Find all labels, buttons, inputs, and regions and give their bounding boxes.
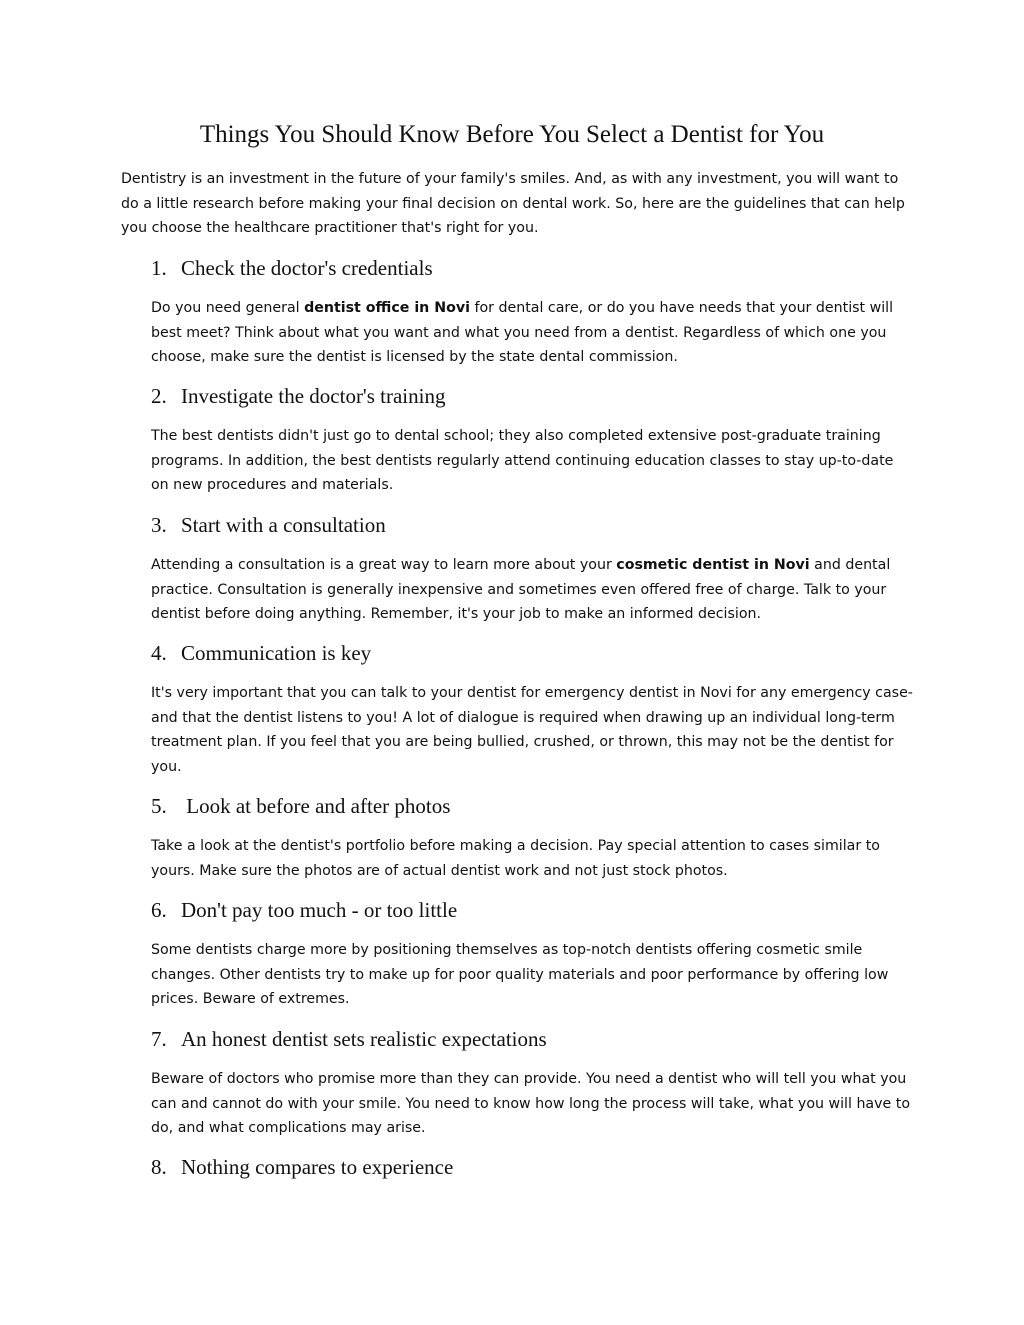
section-heading-text: Look at before and after photos xyxy=(181,794,451,818)
section-body-2: The best dentists didn't just go to dental school; they also completed extensive post-graduate training programs. In addition, the best dentists regularly attend continuing education classes to stay up-to-date on new procedures and materials. xyxy=(151,428,894,493)
section-heading-text: Communication is key xyxy=(181,641,372,665)
section-heading-4 xyxy=(151,639,371,667)
section-number: 7. xyxy=(151,1027,167,1051)
page-title: Things You Should Know Before You Select a Dentist for You xyxy=(199,121,825,148)
section-body-text: Attending a consultation is a great way to learn more about your xyxy=(151,557,617,573)
section-body-4: It's very important that you can talk to your dentist for emergency dentist in Novi for any emergency case- and that the dentist listens to you! A lot of dialogue is required when drawing up an individual long-term treatment plan. If you feel that you are being bullied, crushed, or thrown, this may not be the dentist for you. xyxy=(151,685,913,775)
section-body-3 xyxy=(151,553,913,627)
section-heading-1 xyxy=(151,254,433,282)
section-heading-text: Nothing compares to experience xyxy=(181,1155,454,1179)
section-body-7: Beware of doctors who promise more than they can provide. You need a dentist who will tell you what you can and cannot do with your smile. You need to know how long the process will take, what you will have to do, and what complications may arise. xyxy=(151,1071,911,1136)
section-body-text: and dental practice. Consultation is generally inexpensive and sometimes even offered free of charge. Talk to your dentist before doing anything. Remember, it's your job to make an informed decision. xyxy=(151,557,891,622)
section-number: 8. xyxy=(151,1155,167,1179)
section-heading-text: Start with a consultation xyxy=(181,513,386,537)
section-number: 3. xyxy=(151,513,167,537)
section-number: 4. xyxy=(151,641,167,665)
section-heading-5 xyxy=(151,792,450,820)
section-heading-text: Check the doctor's credentials xyxy=(181,256,433,280)
section-number: 1. xyxy=(151,256,167,280)
section-heading-text: Investigate the doctor's training xyxy=(181,384,446,408)
section-heading-8 xyxy=(151,1153,453,1181)
section-heading-text: Don't pay too much - or too little xyxy=(181,898,458,922)
section-heading-text: An honest dentist sets realistic expectations xyxy=(181,1027,547,1051)
keyword-link-text: dentist office in Novi xyxy=(304,300,470,316)
section-heading-7 xyxy=(151,1025,547,1053)
section-body-5: Take a look at the dentist's portfolio before making a decision. Pay special attention to cases similar to yours. Make sure the photos are of actual dentist work and not just stock photos. xyxy=(151,838,880,879)
section-number: 5. xyxy=(151,794,167,818)
section-body-1 xyxy=(151,296,913,370)
section-heading-6 xyxy=(151,896,457,924)
section-body-text: Do you need general xyxy=(151,300,305,316)
section-number: 6. xyxy=(151,898,167,922)
intro-paragraph: Dentistry is an investment in the future of your family's smiles. And, as with any investment, you will want to do a little research before making your final decision on dental work. So, here are the guidelines that can help you choose the healthcare practitioner that's right for you. xyxy=(121,171,905,236)
section-heading-2 xyxy=(151,382,445,410)
section-body-text: for dental care, or do you have needs that your dentist will best meet? Think about what you want and what you need from a dentist. Regardless of which one you choose, make sure the dentist is licensed by the state dental commission. xyxy=(151,300,894,365)
section-number: 2. xyxy=(151,384,167,408)
section-heading-3 xyxy=(151,511,386,539)
keyword-link-text: cosmetic dentist in Novi xyxy=(616,557,810,573)
section-body-6: Some dentists charge more by positioning themselves as top-notch dentists offering cosmetic smile changes. Other dentists try to make up for poor quality materials and poor performance by offering low prices. Beware of extremes. xyxy=(151,942,889,1007)
